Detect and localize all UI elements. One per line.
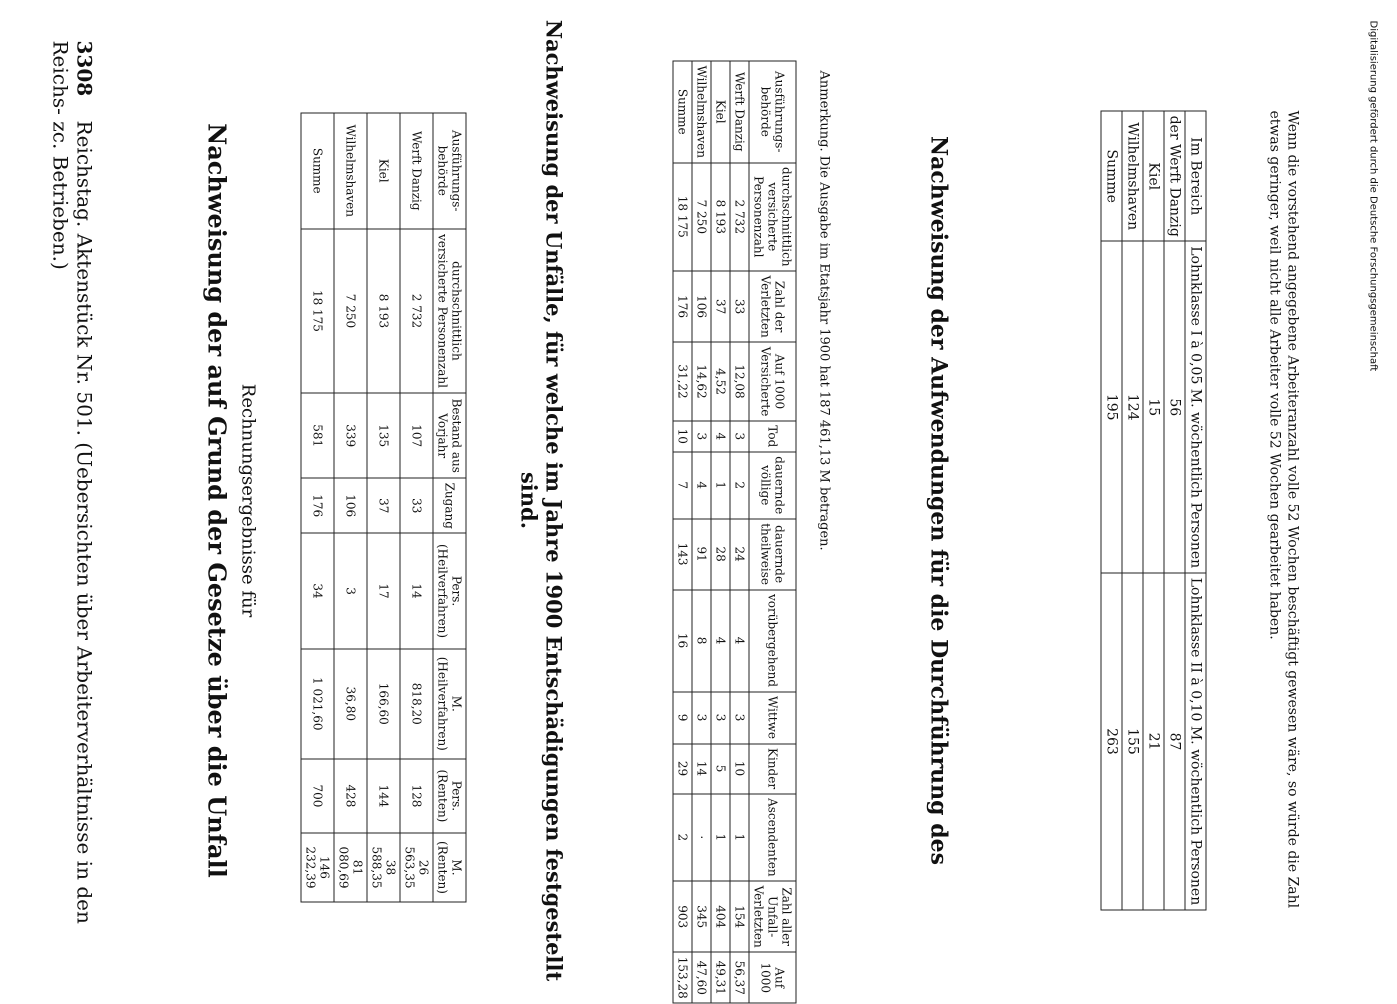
col-header: Lohnklasse II à 0,10 M. wöchentlich Personen — [1185, 573, 1206, 910]
table-row — [673, 61, 692, 1003]
cell: Kiel — [711, 61, 730, 163]
cell: 81 080,69 — [334, 833, 367, 902]
section3-footnote: Wenn die vorstehend angegebene Arbeiteranzahl volle 52 Wochen beschäftigt gewesen wäre, so würde die Zahl etwas geringer, weil nicht alle Arbeiter volle 52 Wochen gearbeitet haben. — [1266, 110, 1301, 909]
cell: 56 — [1164, 241, 1185, 572]
cell: 818,20 — [400, 649, 433, 759]
cell: 47,60 — [692, 952, 711, 1003]
table-row — [1164, 111, 1185, 910]
table-row — [711, 61, 730, 1003]
cell: 3 — [730, 421, 749, 452]
cell: Summe — [301, 113, 334, 229]
cell: 581 — [301, 393, 334, 478]
cell: 404 — [711, 881, 730, 952]
cell: 4 — [730, 590, 749, 692]
section1-title: Nachweisung der auf Grund der Gesetze über die Unfall — [202, 123, 232, 878]
table-row — [400, 113, 433, 902]
col-header: Zugang — [433, 478, 466, 533]
cell: 8 193 — [367, 229, 400, 394]
cell: 263 — [1101, 573, 1122, 910]
cell: 4 — [692, 452, 711, 519]
table-row — [301, 113, 334, 902]
rotated-page — [0, 1, 1397, 1001]
section2-note: Anmerkung. Die Ausgabe im Etatsjahr 1900 hat 187 461,13 M betragen. — [816, 70, 832, 551]
cell: der Werft Danzig — [1164, 111, 1185, 241]
col-header: Zahl aller Unfall-Verletzten — [749, 881, 796, 952]
cell: 155 — [1122, 573, 1143, 910]
cell: 1 — [711, 794, 730, 882]
cell: 128 — [400, 759, 433, 833]
table-row — [1122, 111, 1143, 910]
cell: 26 563,35 — [400, 833, 433, 902]
section3-title: Nachweisung der Aufwendungen für die Durchführung des — [925, 136, 952, 865]
col-header: Ausführungs-behörde — [433, 113, 466, 229]
cell: 18 175 — [673, 163, 692, 272]
page-header — [49, 41, 97, 961]
cell: 18 175 — [301, 229, 334, 394]
col-header: Tod — [749, 421, 796, 452]
cell: 135 — [367, 393, 400, 478]
cell: 10 — [730, 744, 749, 794]
cell: 106 — [334, 478, 367, 533]
cell: 5 — [711, 744, 730, 794]
cell: 17 — [367, 533, 400, 648]
table-row — [692, 61, 711, 1003]
cell: 176 — [673, 271, 692, 342]
cell: 4,52 — [711, 342, 730, 421]
table-row — [367, 113, 400, 902]
cell: 107 — [400, 393, 433, 478]
cell: 15 — [1143, 241, 1164, 572]
cell: 143 — [673, 519, 692, 590]
cell: 38 588,35 — [367, 833, 400, 902]
cell: 166,60 — [367, 649, 400, 759]
cell: 345 — [692, 881, 711, 952]
col-header: durchschnittlich versicherte Personenzahl — [433, 229, 466, 394]
cell: 3 — [334, 533, 367, 648]
cell: 10 — [673, 421, 692, 452]
cell: 16 — [673, 590, 692, 692]
cell: 176 — [301, 478, 334, 533]
col-header: vorübergehend — [749, 590, 796, 692]
cell: 37 — [711, 271, 730, 342]
cell: 144 — [367, 759, 400, 833]
section2-table — [673, 61, 797, 1004]
cell: 1 021,60 — [301, 649, 334, 759]
digitization-credit: Digitalisierung gefördert durch die Deutsche Forschungsgemeinschaft — [1367, 20, 1379, 372]
cell: Wilhelmshaven — [334, 113, 367, 229]
col-header: Pers. (Heilverfahren) — [433, 533, 466, 648]
cell: 106 — [692, 271, 711, 342]
col-header: dauernde völlige — [749, 452, 796, 519]
col-header: dauernde theilweise — [749, 519, 796, 590]
section3-table — [1101, 111, 1207, 911]
col-header: Ausführungs-behörde — [749, 61, 796, 163]
col-header: Zahl der Verletzten — [749, 271, 796, 342]
cell: 154 — [730, 881, 749, 952]
col-header: durchschnittlich versicherte Personenzahl — [749, 163, 796, 272]
cell: 14,62 — [692, 342, 711, 421]
table-row — [334, 113, 367, 902]
section1-table — [301, 113, 467, 903]
cell: 28 — [711, 519, 730, 590]
section1-subtitle: Rechnungsergebnisse für — [237, 383, 259, 618]
cell: 339 — [334, 393, 367, 478]
cell: 49,31 — [711, 952, 730, 1003]
col-header: Pers. (Renten) — [433, 759, 466, 833]
col-header: Ascendenten — [749, 794, 796, 882]
cell: 7 250 — [334, 229, 367, 394]
cell: 2 732 — [730, 163, 749, 272]
cell: 2 732 — [400, 229, 433, 394]
table-row — [1101, 111, 1122, 910]
col-header: Im Bereich — [1185, 111, 1206, 241]
cell: 8 — [692, 590, 711, 692]
cell: 8 193 — [711, 163, 730, 272]
cell: Werft Danzig — [400, 113, 433, 229]
cell: 195 — [1101, 241, 1122, 572]
cell: 21 — [1143, 573, 1164, 910]
cell: Summe — [1101, 111, 1122, 241]
col-header: Lohnklasse I à 0,05 M. wöchentlich Personen — [1185, 241, 1206, 572]
running-title: Reichstag. Aktenstück Nr. 501. (Uebersichten über Arbeiterverhältnisse in den Reichs- zc. Betrieben.) — [48, 40, 97, 924]
cell: 3 — [730, 692, 749, 744]
cell: 33 — [730, 271, 749, 342]
cell: 3 — [711, 692, 730, 744]
cell: 9 — [673, 692, 692, 744]
cell: Kiel — [1143, 111, 1164, 241]
cell: 24 — [730, 519, 749, 590]
cell: 4 — [711, 421, 730, 452]
cell: 3 — [692, 421, 711, 452]
col-header: M. (Heilverfahren) — [433, 649, 466, 759]
cell: 3 — [692, 692, 711, 744]
cell: 36,80 — [334, 649, 367, 759]
cell: Wilhelmshaven — [1122, 111, 1143, 241]
col-header: Auf 1000 — [749, 952, 796, 1003]
page-number: 3308 — [72, 40, 97, 97]
cell: 91 — [692, 519, 711, 590]
cell: 1 — [711, 452, 730, 519]
cell: Kiel — [367, 113, 400, 229]
cell: 2 — [730, 452, 749, 519]
cell: 29 — [673, 744, 692, 794]
cell: 37 — [367, 478, 400, 533]
cell: 87 — [1164, 573, 1185, 910]
cell: 14 — [400, 533, 433, 648]
col-header: Bestand aus Vorjahr — [433, 393, 466, 478]
cell: 34 — [301, 533, 334, 648]
cell: 12,08 — [730, 342, 749, 421]
cell: 124 — [1122, 241, 1143, 572]
section2-title: Nachweisung der Unfälle, für welche im Jahre 1900 Entschädigungen festgestellt sind. — [516, 19, 567, 982]
cell: 7 250 — [692, 163, 711, 272]
cell: 146 232,39 — [301, 833, 334, 902]
cell: 56,37 — [730, 952, 749, 1003]
cell: 7 — [673, 452, 692, 519]
cell: 33 — [400, 478, 433, 533]
cell: 903 — [673, 881, 692, 952]
cell: 31,22 — [673, 342, 692, 421]
cell: Summe — [673, 61, 692, 163]
cell: 1 — [730, 794, 749, 882]
cell: 14 — [692, 744, 711, 794]
cell: 2 — [673, 794, 692, 882]
col-header: Kinder — [749, 744, 796, 794]
col-header: M. (Renten) — [433, 833, 466, 902]
cell: 428 — [334, 759, 367, 833]
cell: 153,28 — [673, 952, 692, 1003]
col-header: Auf 1000 Versicherte — [749, 342, 796, 421]
cell: Wilhelmshaven — [692, 61, 711, 163]
cell: 700 — [301, 759, 334, 833]
cell: Werft Danzig — [730, 61, 749, 163]
cell: 4 — [711, 590, 730, 692]
col-header: Wittwe — [749, 692, 796, 744]
table-row — [1143, 111, 1164, 910]
cell: · — [692, 794, 711, 882]
table-row — [730, 61, 749, 1003]
